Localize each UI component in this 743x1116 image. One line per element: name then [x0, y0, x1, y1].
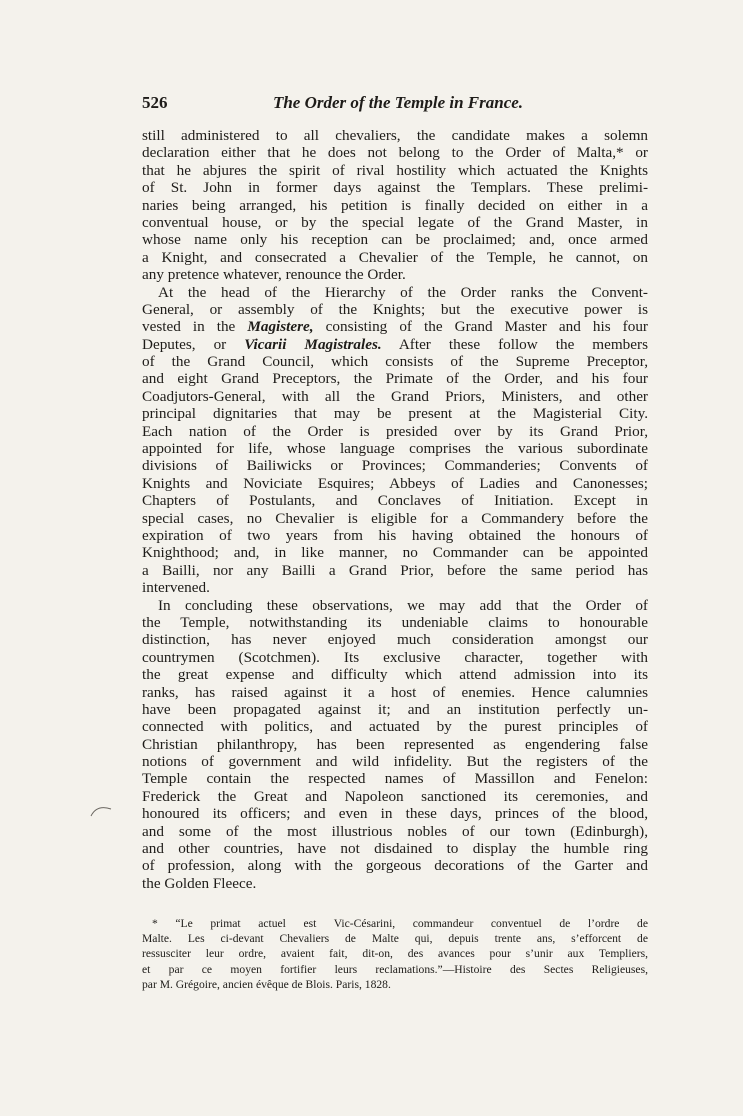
- line-head: Deputes, or: [142, 335, 245, 353]
- text-line-vicarii: [142, 336, 648, 353]
- text-line: Chapters of Postulants, and Conclaves of Initiation. Except in: [142, 492, 648, 510]
- text-line: Coadjutors-General, with all the Grand Priors, Ministers, and other: [142, 387, 648, 405]
- text-line: naries being arranged, his petition is finally decided on either in a: [142, 196, 648, 214]
- running-title: The Order of the Temple in France.: [272, 93, 524, 112]
- text-line: whose name only his reception can be proclaimed; and, once armed: [142, 231, 648, 249]
- text-line: principal dignitaries that may be present at the Magisterial City.: [142, 405, 648, 423]
- text-line: and eight Grand Preceptors, the Primate of the Order, and his four: [142, 370, 648, 388]
- text-line: still administered to all chevaliers, the candidate makes a solemn: [142, 127, 648, 144]
- text-line: distinction, has never enjoyed much consideration amongst our: [142, 631, 648, 649]
- text-line: connected with politics, and actuated by the purest principles of: [142, 718, 648, 736]
- text-line: Knights and Noviciate Esquires; Abbeys of Ladies and Canonesses;: [142, 474, 648, 492]
- text-line: of the Grand Council, which consists of the Supreme Preceptor,: [142, 353, 648, 371]
- footnote-line: * “Le primat actuel est Vic-Césarini, commandeur conventuel de l’ordre de: [152, 917, 648, 930]
- footnote: [142, 916, 648, 992]
- text-line: General, or assembly of the Knights; but the executive power is: [142, 300, 648, 318]
- text-line: declaration either that he does not belong to the Order of Malta,* or: [142, 144, 648, 162]
- vicarii-term: Vicarii Magistrales.: [244, 335, 382, 353]
- text-line: of St. John in former days against the Templars. These prelimi-: [142, 179, 648, 197]
- text-line: any pretence whatever, renounce the Order.: [142, 266, 406, 284]
- magistere-term: Magistere,: [247, 318, 314, 336]
- text-line: special cases, no Chevalier is eligible for a Commandery before the: [142, 509, 648, 527]
- text-line: the Golden Fleece.: [142, 874, 257, 892]
- text-line-magistere: [142, 318, 648, 335]
- margin-pencil-mark-icon: [90, 804, 112, 818]
- text-line: appointed for life, whose language comprises the various subordinate: [142, 440, 648, 458]
- text-line: and some of the most illustrious nobles of our town (Edinburgh),: [142, 822, 648, 840]
- text-line: a Knight, and consecrated a Chevalier of the Temple, he cannot, on: [142, 248, 648, 266]
- page-number: 526: [142, 93, 168, 112]
- text-line: Temple contain the respected names of Massillon and Fenelon:: [142, 770, 648, 788]
- text-line: Christian philanthropy, has been represented as engendering false: [142, 735, 648, 753]
- line-tail: consisting of the Grand Master and his four: [313, 318, 648, 336]
- footnote-line: Malte. Les ci-devant Chevaliers de Malte qui, depuis trente ans, s’efforcent de: [142, 932, 648, 946]
- text-line: that he abjures the spirit of rival hostility which actuated the Knights: [142, 161, 648, 179]
- footnote-line: par M. Grégoire, ancien évêque de Blois. Paris, 1828.: [142, 977, 391, 991]
- text-line: and other countries, have not disdained to display the humble ring: [142, 840, 648, 858]
- text-line: of profession, along with the gorgeous decorations of the Garter and: [142, 857, 648, 875]
- text-line: conventual house, or by the special legate of the Grand Master, in: [142, 213, 648, 231]
- text-line: notions of government and wild infidelity. But the registers of the: [142, 753, 648, 771]
- text-line: Knighthood; and, in like manner, no Commander can be appointed: [142, 544, 648, 562]
- text-line: expiration of two years from his having obtained the honours of: [142, 526, 648, 544]
- text-line: At the head of the Hierarchy of the Order ranks the Convent-: [158, 283, 648, 301]
- line-head: vested in the: [142, 318, 248, 336]
- text-line: Frederick the Great and Napoleon sanctioned its ceremonies, and: [142, 787, 648, 805]
- text-line: Each nation of the Order is presided over by its Grand Prior,: [142, 422, 648, 440]
- text-line: the great expense and difficulty which attend admission into its: [142, 666, 648, 684]
- text-line: countrymen (Scotchmen). Its exclusive character, together with: [142, 648, 648, 666]
- footnote-line: et par ce moyen fortifier leurs reclamations.”—Histoire des Sectes Religieuses,: [142, 962, 648, 976]
- text-line: a Bailli, nor any Bailli a Grand Prior, before the same period has: [142, 561, 648, 579]
- text-line: ranks, has raised against it a host of enemies. Hence calumnies: [142, 683, 648, 701]
- text-line: In concluding these observations, we may add that the Order of: [158, 596, 648, 614]
- text-line: have been propagated against it; and an institution perfectly un-: [142, 700, 648, 718]
- body-text: [142, 127, 648, 892]
- line-tail: After these follow the members: [381, 335, 648, 353]
- text-line: intervened.: [142, 579, 210, 597]
- text-line: honoured its officers; and even in these days, princes of the blood,: [142, 805, 648, 823]
- footnote-line: ressusciter leur ordre, avaient fait, dit-on, des avances pour s’unir aux Templiers,: [142, 947, 648, 961]
- running-header: [142, 93, 654, 117]
- text-line: divisions of Bailiwicks or Provinces; Commanderies; Convents of: [142, 457, 648, 475]
- text-line: the Temple, notwithstanding its undeniable claims to honourable: [142, 613, 648, 631]
